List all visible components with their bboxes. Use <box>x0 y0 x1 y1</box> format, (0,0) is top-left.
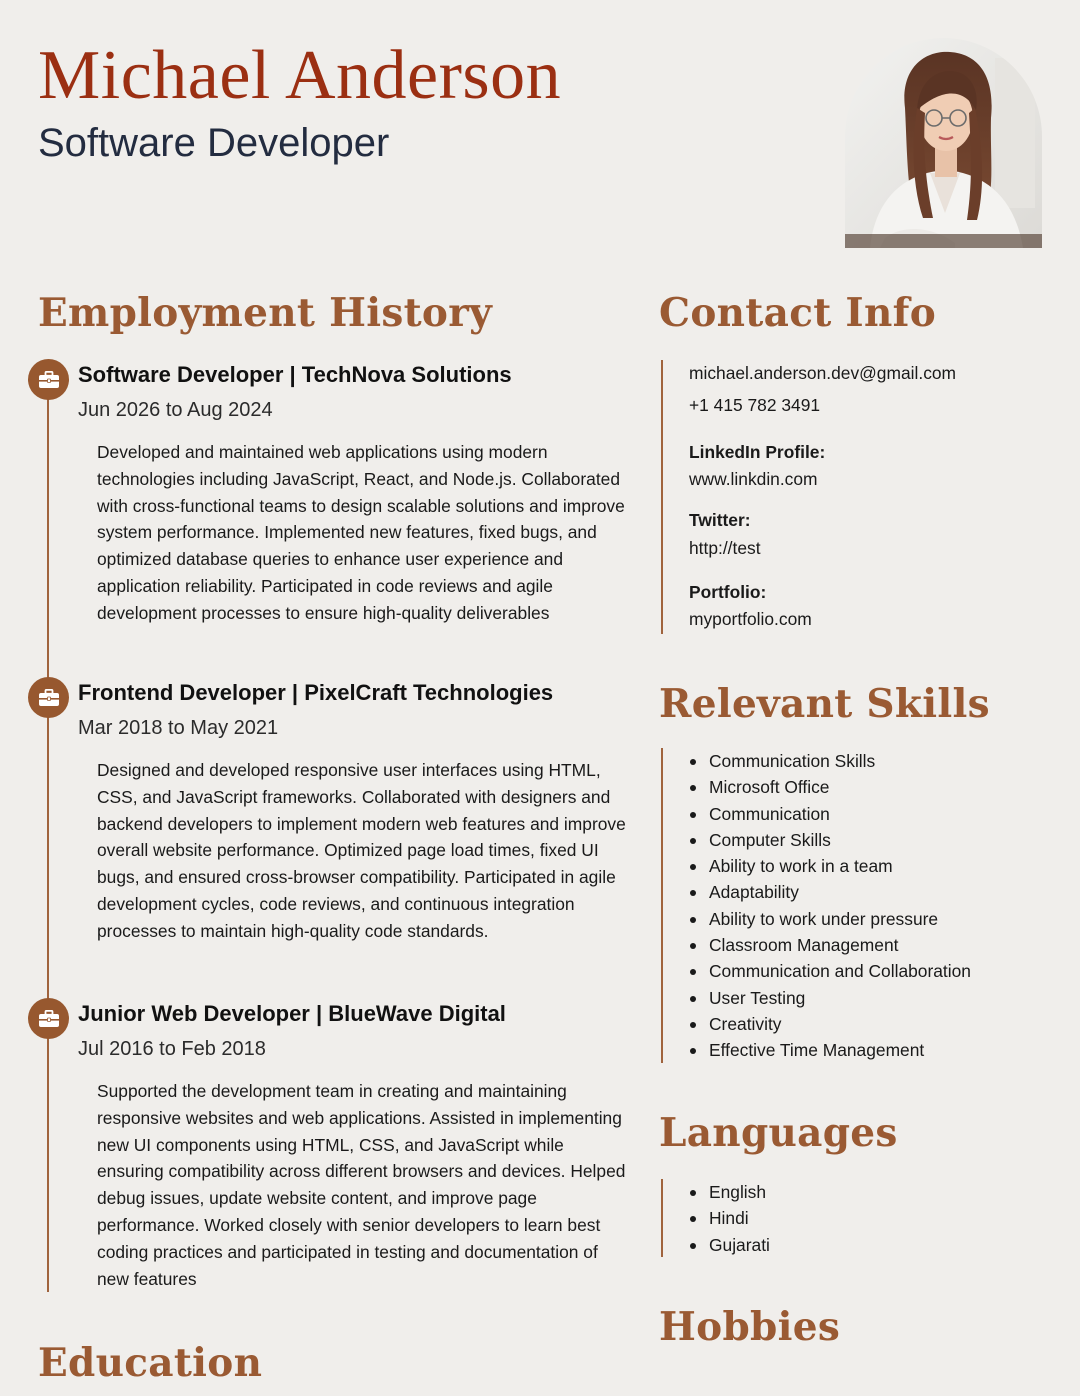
employment-heading: Employment History <box>38 290 493 336</box>
briefcase-icon <box>28 677 69 718</box>
languages-list <box>687 1179 770 1258</box>
skills-list <box>687 748 971 1064</box>
languages-heading: Languages <box>659 1110 898 1156</box>
skills-block <box>661 748 971 1063</box>
job-title: Junior Web Developer | BlueWave Digital <box>78 1001 506 1026</box>
skill-item: Classroom Management <box>687 932 971 958</box>
portfolio-label: Portfolio: <box>689 582 767 602</box>
portfolio-link[interactable]: myportfolio.com <box>689 609 812 629</box>
job-description: Designed and developed responsive user interfaces using HTML, CSS, and JavaScript frameworks. Collaborated with designers and backend developers to implement modern web features and improve overall website performance. Optimized page load times, fixed UI bugs, and ensured cross-browser compatibility. Participated in agile development cycles, code reviews, and continuous integration processes to maintain high-quality code standards. <box>97 760 626 941</box>
skill-item: Effective Time Management <box>687 1037 971 1063</box>
skill-item: Ability to work in a team <box>687 853 971 879</box>
job-description: Developed and maintained web applications using modern technologies including JavaScript, React, and Node.js. Collaborated with cross-functional teams to design scalable solutions and improve system performance. Implemented new features, fixed bugs, and optimized database queries to enhance user experience and application reliability. Participated in code reviews and agile development processes to ensure high-quality deliverables <box>97 442 625 623</box>
candidate-name: Michael Anderson <box>38 37 562 114</box>
job-entry <box>28 359 628 659</box>
skill-item: Communication and Collaboration <box>687 958 971 984</box>
contact-phone: +1 415 782 3491 <box>689 395 821 415</box>
skill-item: Microsoft Office <box>687 774 971 800</box>
language-item: English <box>687 1179 770 1205</box>
job-title: Frontend Developer | PixelCraft Technologies <box>78 680 554 705</box>
twitter-label: Twitter: <box>689 510 751 530</box>
skill-item: User Testing <box>687 985 971 1011</box>
job-entry <box>28 998 628 1298</box>
language-item: Hindi <box>687 1205 770 1231</box>
job-entry <box>28 677 628 977</box>
linkedin-label: LinkedIn Profile: <box>689 442 826 462</box>
skill-item: Computer Skills <box>687 827 971 853</box>
candidate-title: Software Developer <box>38 121 390 165</box>
job-dates: Jul 2016 to Feb 2018 <box>78 1038 266 1060</box>
skills-heading: Relevant Skills <box>659 681 990 727</box>
contact-block <box>661 360 957 634</box>
skill-item: Adaptability <box>687 879 971 905</box>
briefcase-icon <box>28 998 69 1039</box>
skill-item: Communication Skills <box>687 748 971 774</box>
twitter-link[interactable]: http://test <box>689 538 761 558</box>
contact-email: michael.anderson.dev@gmail.com <box>689 363 957 383</box>
job-title: Software Developer | TechNova Solutions <box>78 362 512 387</box>
job-description: Supported the development team in creating and maintaining responsive websites and web applications. Assisted in implementing new UI components using HTML, CSS, and JavaScript while ensuring compatibility across different browsers and devices. Helped debug issues, update website content, and improve page performance. Worked closely with senior developers to learn best coding practices and participated in testing and documentation of new features <box>97 1081 626 1289</box>
education-heading: Education <box>38 1340 263 1386</box>
job-dates: Mar 2018 to May 2021 <box>78 717 279 739</box>
briefcase-icon <box>28 359 69 400</box>
skill-item: Communication <box>687 801 971 827</box>
linkedin-link[interactable]: www.linkdin.com <box>689 469 818 489</box>
profile-photo <box>845 38 1042 248</box>
hobbies-heading: Hobbies <box>659 1304 841 1350</box>
languages-block <box>661 1179 770 1257</box>
skill-item: Creativity <box>687 1011 971 1037</box>
contact-heading: Contact Info <box>659 290 937 336</box>
job-dates: Jun 2026 to Aug 2024 <box>78 399 273 421</box>
language-item: Gujarati <box>687 1232 770 1258</box>
skill-item: Ability to work under pressure <box>687 906 971 932</box>
